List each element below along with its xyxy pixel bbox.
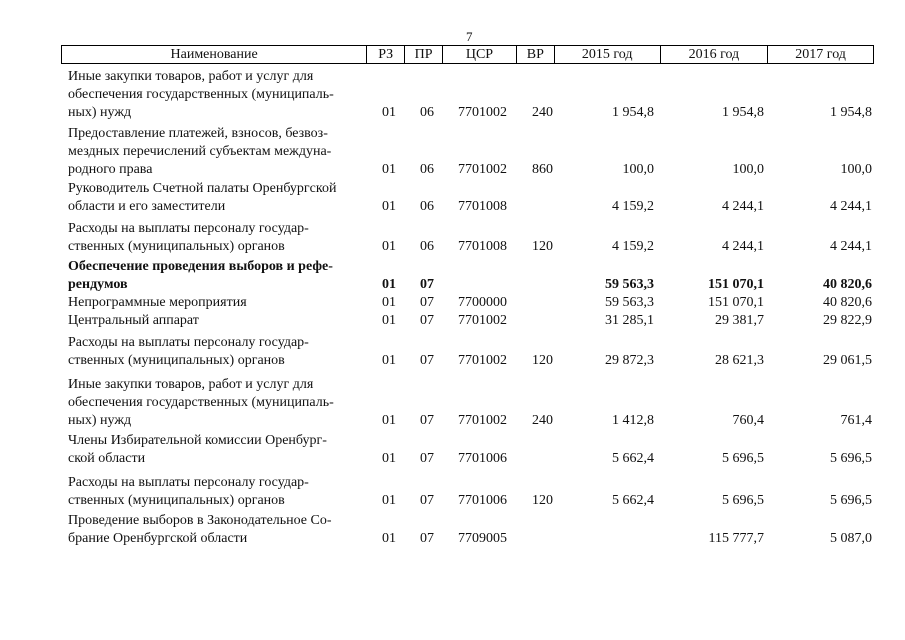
cell-pr: 06	[420, 105, 434, 120]
table-row	[0, 220, 905, 256]
cell-y2016: 29 381,7	[715, 313, 764, 328]
cell-pr: 06	[420, 199, 434, 214]
cell-pr: 06	[420, 162, 434, 177]
cell-rz: 01	[382, 162, 396, 177]
cell-rz: 01	[382, 277, 396, 292]
cell-y2017: 5 087,0	[830, 531, 872, 546]
cell-vr: 120	[532, 493, 553, 508]
cell-rz: 01	[382, 413, 396, 428]
cell-y2016: 1 954,8	[722, 105, 764, 120]
table-row	[0, 180, 905, 216]
row-name	[68, 432, 368, 468]
cell-csr: 7701002	[458, 313, 507, 328]
cell-y2015: 4 159,2	[612, 239, 654, 254]
cell-pr: 07	[420, 295, 434, 310]
cell-rz: 01	[382, 105, 396, 120]
header-2017: 2017 год	[795, 47, 846, 62]
cell-y2017: 100,0	[840, 162, 872, 177]
cell-rz: 01	[382, 493, 396, 508]
cell-pr: 07	[420, 451, 434, 466]
row-name-line: брание Оренбургской области	[68, 531, 248, 546]
cell-pr: 07	[420, 353, 434, 368]
table-row	[0, 432, 905, 468]
row-name-line: Расходы на выплаты персоналу государ-	[68, 475, 309, 490]
row-name-line: Непрограммные мероприятия	[68, 295, 247, 310]
cell-pr: 07	[420, 313, 434, 328]
table-header	[61, 45, 874, 64]
row-name	[68, 68, 368, 122]
cell-y2016: 115 777,7	[708, 531, 764, 546]
cell-vr: 240	[532, 105, 553, 120]
cell-y2017: 5 696,5	[830, 451, 872, 466]
row-name-line: Иные закупки товаров, работ и услуг для	[68, 377, 314, 392]
row-name	[68, 512, 368, 548]
row-name	[68, 125, 368, 179]
cell-y2016: 151 070,1	[708, 277, 764, 292]
cell-y2016: 100,0	[732, 162, 764, 177]
row-name-line: ской области	[68, 451, 146, 466]
header-rz: РЗ	[367, 46, 405, 63]
table-row	[0, 68, 905, 122]
cell-y2015: 29 872,3	[605, 353, 654, 368]
table-row	[0, 312, 905, 330]
cell-y2016: 4 244,1	[722, 199, 764, 214]
cell-vr: 860	[532, 162, 553, 177]
cell-csr: 7701002	[458, 162, 507, 177]
cell-y2017: 29 822,9	[823, 313, 872, 328]
cell-csr: 7701002	[458, 413, 507, 428]
cell-y2015: 5 662,4	[612, 493, 654, 508]
cell-y2015: 31 285,1	[605, 313, 654, 328]
cell-y2015: 5 662,4	[612, 451, 654, 466]
cell-y2015: 59 563,3	[605, 277, 654, 292]
row-name-line: Иные закупки товаров, работ и услуг для	[68, 69, 314, 84]
page-number: 7	[466, 29, 473, 44]
row-name	[68, 474, 368, 510]
cell-rz: 01	[382, 313, 396, 328]
cell-csr: 7701006	[458, 451, 507, 466]
cell-csr: 7701008	[458, 239, 507, 254]
cell-csr: 7701002	[458, 353, 507, 368]
row-name-line: Центральный аппарат	[68, 313, 199, 328]
row-name-line: родного права	[68, 162, 153, 177]
cell-y2017: 40 820,6	[823, 295, 872, 310]
cell-y2017: 761,4	[840, 413, 872, 428]
cell-csr: 7700000	[458, 295, 507, 310]
cell-csr: 7701008	[458, 199, 507, 214]
row-name-line: ственных (муниципальных) органов	[68, 239, 285, 254]
table-row	[0, 474, 905, 510]
cell-vr: 240	[532, 413, 553, 428]
cell-rz: 01	[382, 239, 396, 254]
row-name-line: Обеспечение проведения выборов и рефе-	[68, 259, 333, 274]
row-name	[68, 376, 368, 430]
cell-y2016: 4 244,1	[722, 239, 764, 254]
row-name-line: ственных (муниципальных) органов	[68, 493, 285, 508]
cell-y2016: 28 621,3	[715, 353, 764, 368]
header-pr: ПР	[405, 46, 443, 63]
row-name-line: области и его заместители	[68, 199, 226, 214]
cell-y2016: 5 696,5	[722, 451, 764, 466]
row-name-line: рендумов	[68, 277, 128, 292]
cell-y2016: 151 070,1	[708, 295, 764, 310]
row-name-line: обеспечения государственных (муниципаль-	[68, 87, 334, 102]
table-row	[0, 512, 905, 548]
cell-csr: 7701002	[458, 105, 507, 120]
cell-rz: 01	[382, 451, 396, 466]
cell-y2017: 4 244,1	[830, 239, 872, 254]
table-row	[0, 376, 905, 430]
cell-pr: 06	[420, 239, 434, 254]
cell-y2016: 5 696,5	[722, 493, 764, 508]
cell-csr: 7709005	[458, 531, 507, 546]
cell-y2017: 4 244,1	[830, 199, 872, 214]
cell-rz: 01	[382, 295, 396, 310]
cell-pr: 07	[420, 413, 434, 428]
header-vr: ВР	[517, 46, 555, 63]
header-name: Наименование	[62, 46, 367, 63]
cell-y2017: 29 061,5	[823, 353, 872, 368]
header-csr: ЦСР	[443, 46, 517, 63]
cell-vr: 120	[532, 353, 553, 368]
cell-y2015: 59 563,3	[605, 295, 654, 310]
row-name-line: ных) нужд	[68, 413, 132, 428]
row-name-line: Расходы на выплаты персоналу государ-	[68, 335, 309, 350]
row-name-line: Руководитель Счетной палаты Оренбургской	[68, 181, 337, 196]
row-name	[68, 294, 368, 312]
header-2016: 2016 год	[661, 46, 769, 63]
cell-y2015: 1 954,8	[612, 105, 654, 120]
cell-y2015: 100,0	[622, 162, 654, 177]
table-row	[0, 125, 905, 179]
cell-y2015: 1 412,8	[612, 413, 654, 428]
row-name-line: Расходы на выплаты персоналу государ-	[68, 221, 309, 236]
cell-y2017: 5 696,5	[830, 493, 872, 508]
cell-y2017: 40 820,6	[823, 277, 872, 292]
cell-y2016: 760,4	[732, 413, 764, 428]
cell-pr: 07	[420, 531, 434, 546]
row-name-line: обеспечения государственных (муниципаль-	[68, 395, 334, 410]
row-name-line: Предоставление платежей, взносов, безвоз-	[68, 126, 328, 141]
header-2015: 2015 год	[555, 46, 661, 63]
row-name	[68, 220, 368, 256]
table-row	[0, 334, 905, 370]
row-name	[68, 312, 368, 330]
table-row	[0, 294, 905, 312]
cell-rz: 01	[382, 531, 396, 546]
row-name-line: Проведение выборов в Законодательное Со-	[68, 513, 332, 528]
cell-rz: 01	[382, 353, 396, 368]
cell-y2015: 4 159,2	[612, 199, 654, 214]
cell-pr: 07	[420, 277, 434, 292]
cell-csr: 7701006	[458, 493, 507, 508]
cell-vr: 120	[532, 239, 553, 254]
cell-y2017: 1 954,8	[830, 105, 872, 120]
row-name-line: ственных (муниципальных) органов	[68, 353, 285, 368]
row-name	[68, 180, 368, 216]
cell-rz: 01	[382, 199, 396, 214]
table-row	[0, 258, 905, 294]
row-name	[68, 258, 368, 294]
row-name-line: Члены Избирательной комиссии Оренбург-	[68, 433, 327, 448]
row-name	[68, 334, 368, 370]
cell-pr: 07	[420, 493, 434, 508]
row-name-line: ных) нужд	[68, 105, 132, 120]
row-name-line: мездных перечислений субъектам междуна-	[68, 144, 332, 159]
